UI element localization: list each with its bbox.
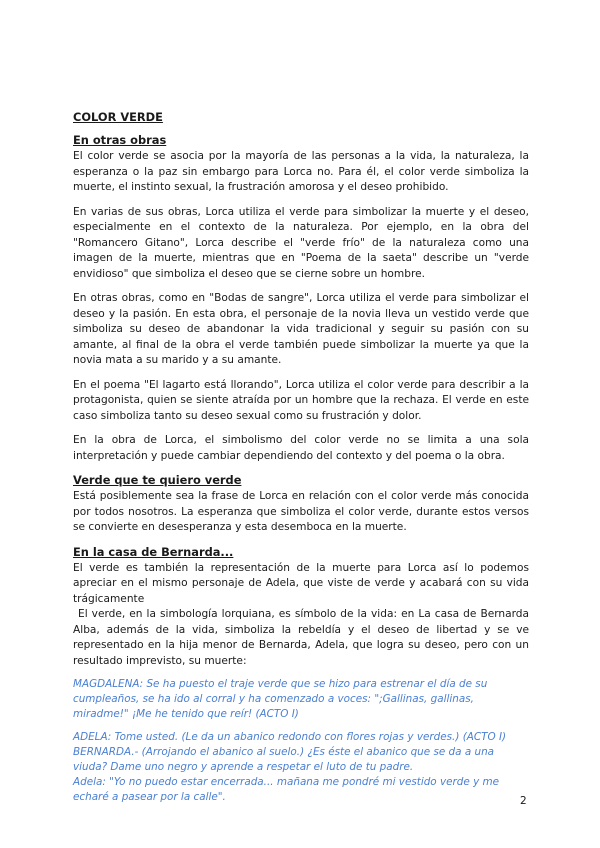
page-number: 2 [520, 795, 527, 807]
paragraph: Está posiblemente sea la frase de Lorca en relación con el color verde más conocida por todos nosotros. La esperanza que simboliza el color verde, durante estos versos se convierte en desesperanza y esta desemboca en la muerte. [73, 490, 529, 533]
quote-adela: ADELA: Tome usted. (Le da un abanico redondo con flores rojas y verdes.) (ACTO I) [73, 731, 507, 743]
document-title: COLOR VERDE [73, 110, 163, 124]
paragraph: En otras obras, como en "Bodas de sangre", Lorca utiliza el verde para simbolizar el deseo y la pasión. En esta obra, el personaje de la novia lleva un vestido verde que simboliza su deseo de abandonar la vida tradicional y seguir su pasión con su amante, al final de la obra el verde también puede simbolizar la muerte ya que la novia mata a su marido y a su amante. [73, 292, 529, 366]
quote-adela-vestido: Adela: "Yo no puedo estar encerrada... mañana me pondré mi vestido verde y me echaré a pasear por la calle". [73, 776, 500, 803]
quote-bernarda: BERNARDA.- (Arrojando el abanico al suelo.) ¿Es éste el abanico que se da a una viuda? Dame uno negro y aprende a respetar el luto de tu padre. [73, 746, 495, 773]
section-heading-verde-que-te-quiero: Verde que te quiero verde [73, 473, 242, 487]
quote-magdalena: MAGDALENA: Se ha puesto el traje verde que se hizo para estrenar el día de su cumpleaños, se ha ido al corral y ha comenzado a voces: ";Gallinas, gallinas, miradme!" ¡Me he tenido que reír! (ACTO I) [73, 678, 488, 720]
section-heading-otras-obras: En otras obras [73, 133, 167, 147]
paragraph: En la obra de Lorca, el simbolismo del color verde no se limita a una sola interpretación y puede cambiar dependiendo del contexto y del poema o la obra. [73, 434, 529, 462]
paragraph: En varias de sus obras, Lorca utiliza el verde para simbolizar la muerte y el deseo, especialmente en el contexto de la naturaleza. Por ejemplo, en la obra del "Romancero Gitano", Lorca describe el "verde frío" de la naturaleza como una imagen de la muerte, mientras que en "Poema de la saeta" describe un "verde envidioso" que simboliza el deseo que se cierne sobre un hombre. [73, 205, 529, 280]
paragraph: El verde, en la simbología lorquiana, es símbolo de la vida: en La casa de Bernarda Alba, además de la vida, simboliza la rebeldía y el deseo de libertad y se ve representado en la hija menor de Bernarda, Adela, que logra su deseo, pero con un resultado imprevisto, su muerte: [73, 608, 529, 667]
paragraph: En el poema "El lagarto está llorando", Lorca utiliza el color verde para describir a la protagonista, quien se siente atraída por un hombre que la rechaza. El verde en este caso simboliza tanto su deseo sexual como su frustración y dolor. [73, 378, 529, 422]
paragraph: El color verde se asocia por la mayoría de las personas a la vida, la naturaleza, la esperanza o la paz sin embargo para Lorca no. Para él, el color verde simboliza la muerte, el instinto sexual, la frustración amorosa y el deseo prohibido. [73, 150, 529, 193]
document-body [73, 110, 529, 805]
section-heading-casa-bernarda: En la casa de Bernarda... [73, 544, 234, 559]
paragraph: El verde es también la representación de la muerte para Lorca así lo podemos apreciar en el mismo personaje de Adela, que viste de verde y acabará con su vida trágicamente [73, 561, 529, 605]
